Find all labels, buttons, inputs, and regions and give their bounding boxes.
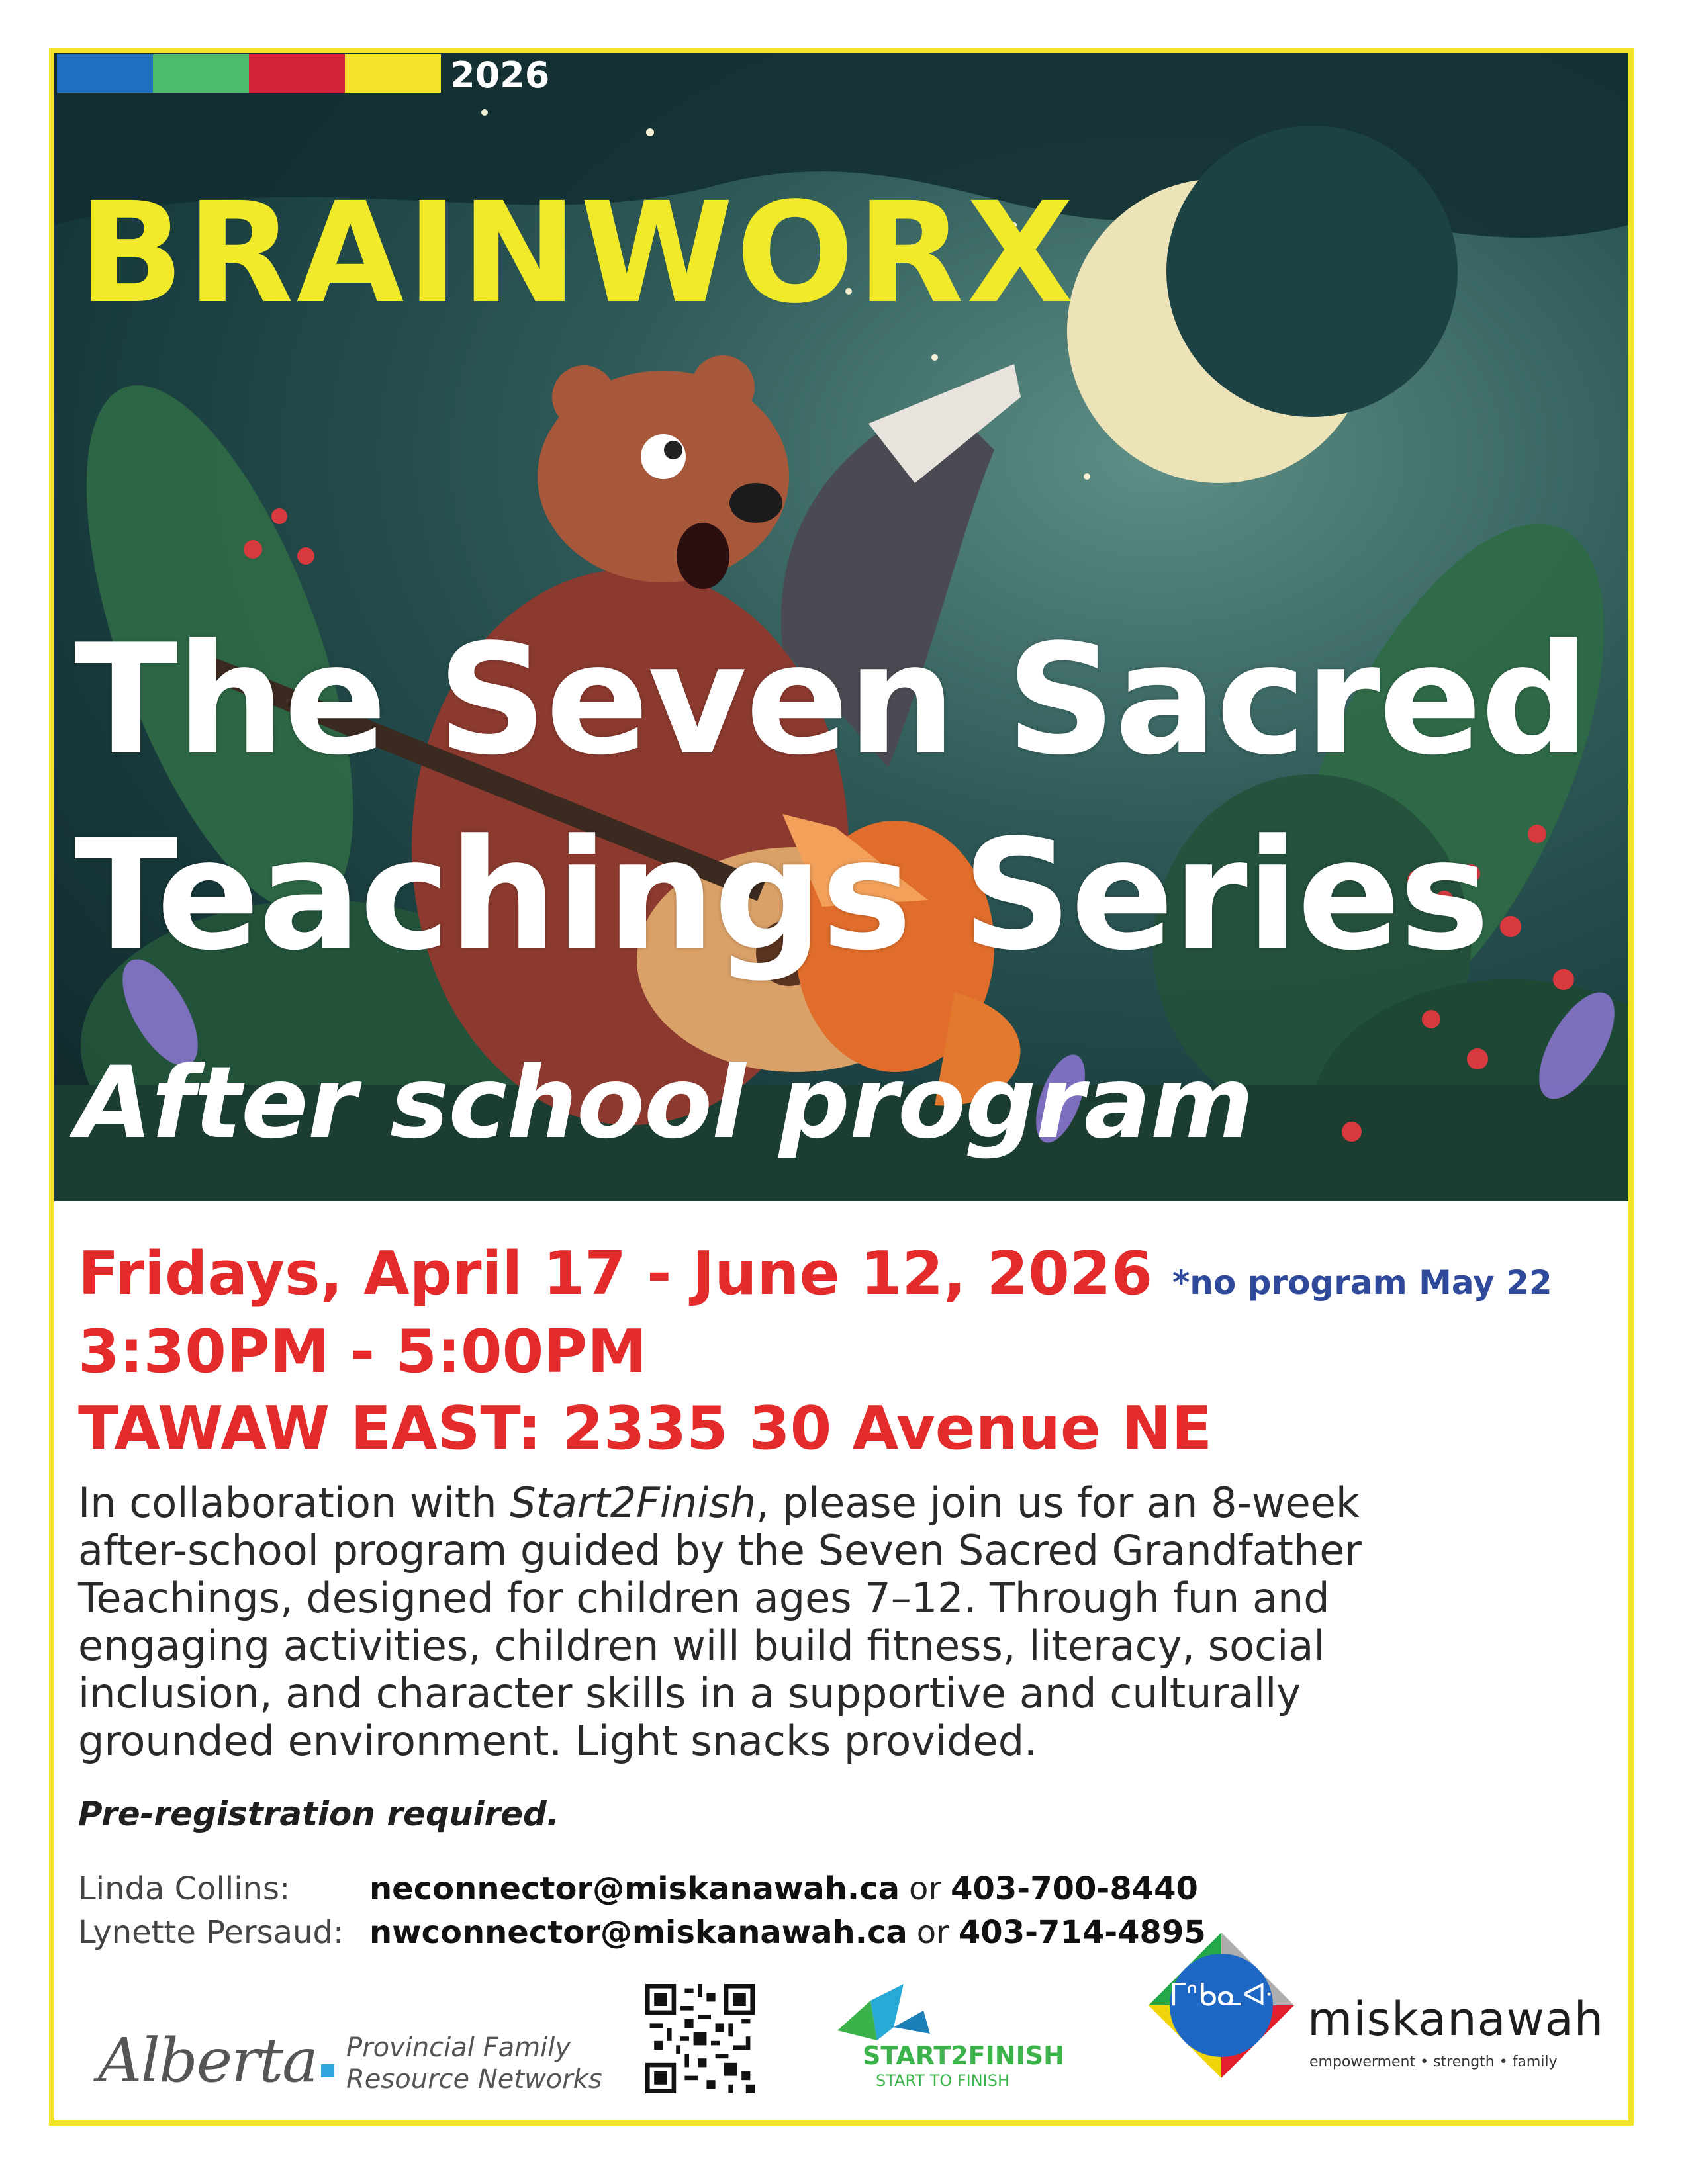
contact-row <box>78 1870 1198 1907</box>
series-title-line2: Teachings Series <box>74 807 1489 984</box>
contact-email[interactable]: nwconnector@miskanawah.ca <box>369 1914 908 1951</box>
series-title-line1: The Seven Sacred <box>74 612 1589 789</box>
miskanawah-syllabics: ᒥᐢᑲᓇᐘ <box>1169 1977 1274 2013</box>
contact-or: or <box>916 1914 949 1951</box>
qr-code-icon[interactable] <box>645 1984 755 2093</box>
miskanawah-emblem-icon <box>1142 1926 1301 2085</box>
preregistration-note: Pre-registration required. <box>78 1795 559 1833</box>
program-venue: TAWAW EAST: 2335 30 Avenue NE <box>78 1394 1213 1463</box>
description-partner: Start2Finish <box>510 1479 757 1527</box>
color-bar <box>57 54 441 93</box>
year-label: 2026 <box>450 54 550 96</box>
brand-title: BRAINWORX <box>78 172 1076 334</box>
contact-phone[interactable]: 403-714-4895 <box>958 1914 1206 1951</box>
alberta-wordmark: Alberta <box>98 2025 317 2096</box>
description-prefix: In collaboration with <box>78 1479 510 1527</box>
color-bar-blue <box>57 54 153 93</box>
alberta-logo <box>98 2025 334 2096</box>
contact-name: Linda Collins: <box>78 1870 291 1907</box>
pfrn-label <box>346 2032 602 2095</box>
program-subtitle: After school program <box>75 1046 1253 1161</box>
date-line <box>78 1239 1552 1308</box>
contact-phone[interactable]: 403-700-8440 <box>951 1870 1198 1907</box>
contact-row <box>78 1914 1206 1951</box>
program-dates: Fridays, April 17 - June 12, 2026 <box>78 1239 1153 1308</box>
miskanawah-name: miskanawah <box>1307 1992 1605 2046</box>
contact-name: Lynette Persaud: <box>78 1914 344 1951</box>
program-time: 3:30PM - 5:00PM <box>78 1317 647 1387</box>
start2finish-subtitle: START TO FINISH <box>876 2071 1010 2090</box>
no-program-note: *no program May 22 <box>1172 1263 1552 1302</box>
color-bar-green <box>153 54 249 93</box>
color-bar-yellow <box>345 54 441 93</box>
color-bar-red <box>249 54 345 93</box>
pfrn-line1: Provincial Family <box>346 2032 571 2063</box>
alberta-square-icon <box>321 2064 334 2077</box>
pfrn-line2: Resource Networks <box>346 2064 602 2095</box>
start2finish-name: START2FINISH <box>863 2041 1064 2070</box>
contact-email[interactable]: neconnector@miskanawah.ca <box>369 1870 900 1907</box>
program-description <box>78 1479 1468 1765</box>
description-rest: , please join us for an 8-week after-school program guided by the Seven Sacred Grandfather Teachings, designed for children ages 7–12. Through fun and engaging activities, children will build fitness, literacy, social inclusion, and character skills in a supportive and culturally grounded environment. Light snacks provided. <box>78 1479 1362 1765</box>
miskanawah-tagline: empowerment • strength • family <box>1309 2054 1558 2070</box>
contact-or: or <box>909 1870 942 1907</box>
